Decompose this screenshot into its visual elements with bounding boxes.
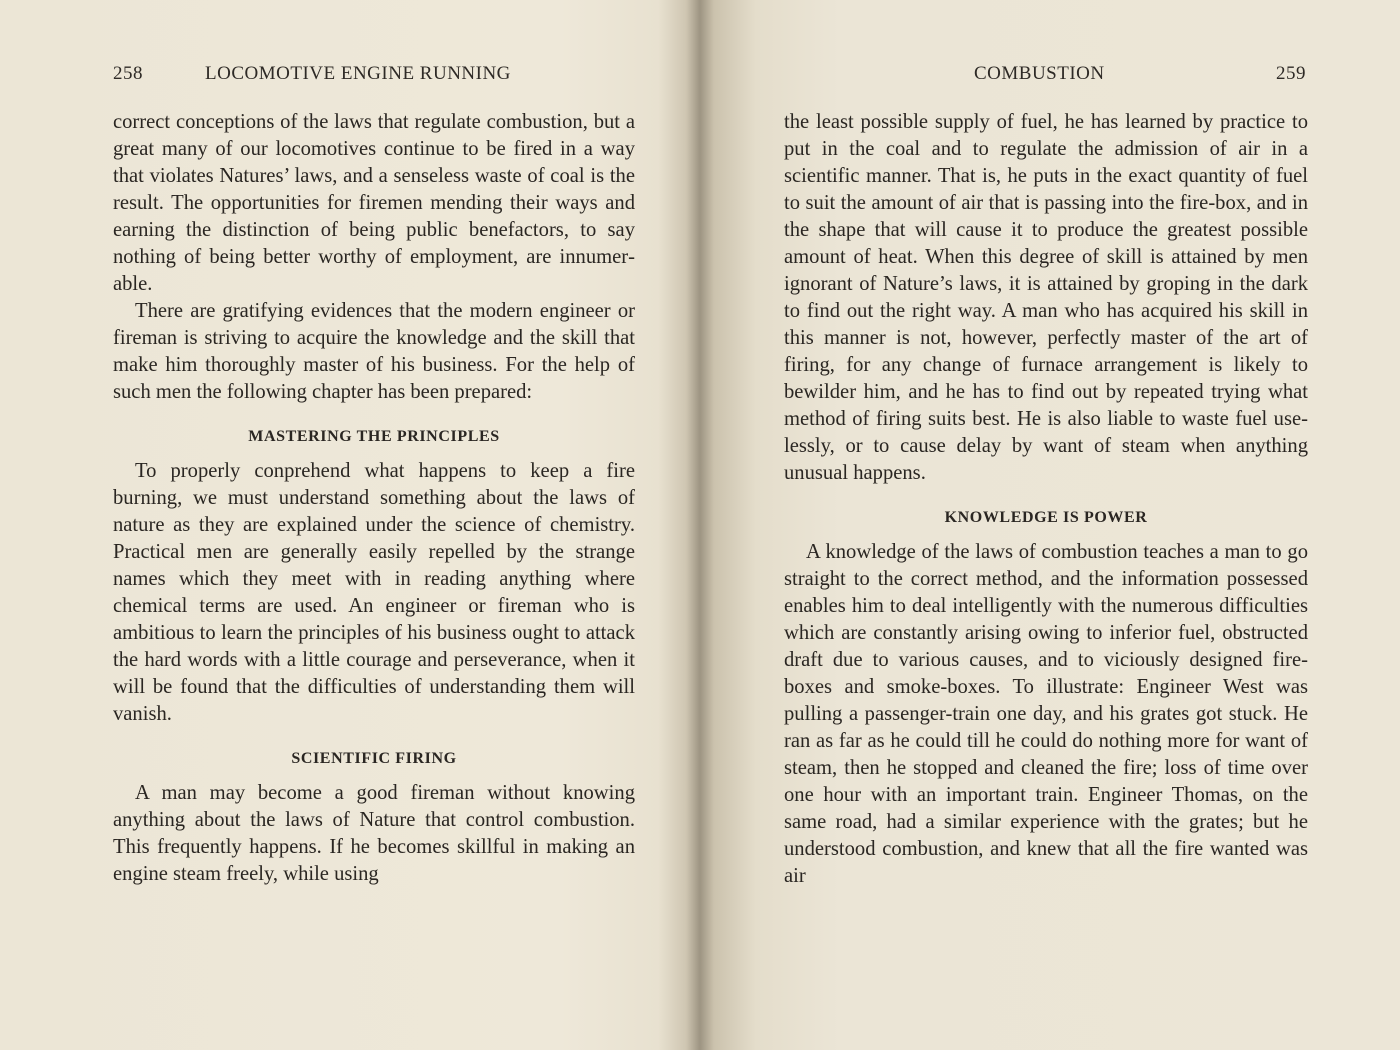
page-number: 258: [113, 63, 143, 84]
section-heading: SCIENTIFIC FIRING: [291, 750, 457, 767]
right-body-text: [784, 109, 1308, 890]
left-body-text: [113, 109, 635, 888]
paragraph: correct conceptions of the laws that regulate combustion, but a great many of our locomotives continue to be fired in a way that violates Natures’ laws, and a senseless waste of coal is the result. The opportunities for firemen mending their ways and earning the distinction of being public benefactors, to say nothing of being better worthy of employment, are innumerable.: [113, 111, 635, 295]
running-title: COMBUSTION: [974, 63, 1105, 84]
paragraph: the least possible supply of fuel, he has learned by practice to put in the coal and to regulate the admission of air in a scientific manner. That is, he puts in the exact quantity of fuel to suit the amount of air that is passing into the fire-box, and in the shape that will cause it to produce the greatest possible amount of heat. When this degree of skill is attained by men ignorant of Nature’s laws, it is attained by groping in the dark to find out the right way. A man who has acquired his skill in this manner is not, however, perfectly master of the art of firing, for any change of furnace arrangement is likely to bewilder him, and he has to find out by repeated trying what method of firing suits best. He is also liable to waste fuel uselessly, or to cause delay by want of steam when anything unusual happens.: [784, 111, 1308, 484]
section-heading: KNOWLEDGE IS POWER: [944, 509, 1148, 526]
right-page: [710, 0, 1400, 1050]
paragraph: To properly conprehend what happens to keep a fire burning, we must understand something about the laws of nature as they are explained under the science of chemistry. Practical men are generally easily repelled by the strange names which they meet with in reading anything where chemical terms are used. An engineer or fireman who is ambitious to learn the principles of his business ought to attack the hard words with a little courage and perseverance, when it will be found that the difficulties of understanding them will vanish.: [113, 460, 635, 725]
section-heading: MASTERING THE PRINCIPLES: [248, 428, 500, 445]
left-page: [0, 0, 690, 1050]
paragraph: There are gratifying evidences that the modern engineer or fireman is striving to acquire the knowledge and the skill that make him thoroughly master of his business. For the help of such men the following chapter has been prepared:: [113, 300, 635, 403]
page-number: 259: [1276, 63, 1306, 84]
paragraph: A knowledge of the laws of combustion teaches a man to go straight to the correct method, and the information possessed enables him to deal intelligently with the numerous difficulties which are constantly arising owing to inferior fuel, obstructed draft due to various causes, and to viciously designed fire-boxes and smoke-boxes. To illustrate: Engineer West was pulling a passenger-train one day, and his grates got stuck. He ran as far as he could till he could do nothing more for want of steam, then he stopped and cleaned the fire; loss of time over one hour with an important train. Engineer Thomas, on the same road, had a similar experience with the grates; but he understood combustion, and knew that all the fire wanted was air: [784, 541, 1308, 887]
paragraph: A man may become a good fireman without knowing anything about the laws of Nature that control combustion. This frequently happens. If he becomes skillful in making an engine steam freely, while using: [113, 782, 635, 885]
running-title: LOCOMOTIVE ENGINE RUNNING: [205, 63, 511, 84]
